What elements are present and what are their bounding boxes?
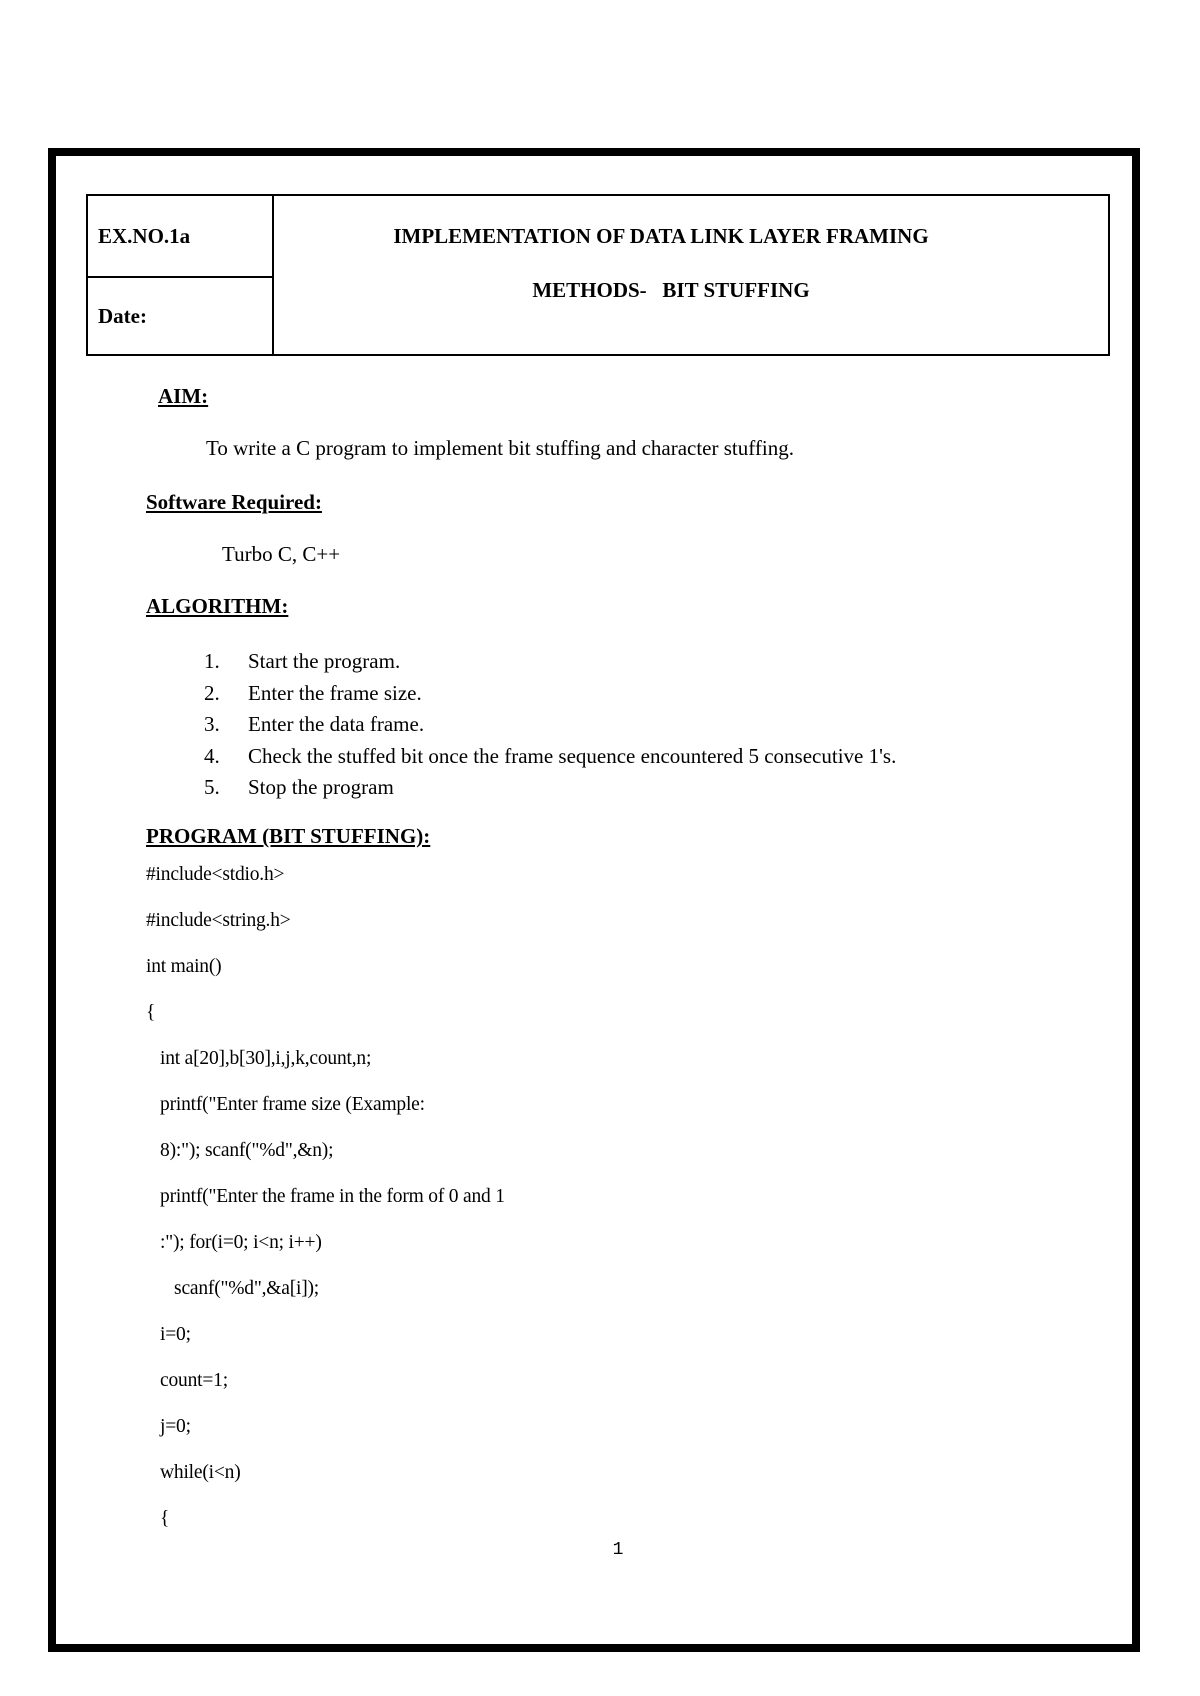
title-line-1: IMPLEMENTATION OF DATA LINK LAYER FRAMING (393, 224, 929, 248)
code-line: :"); for(i=0; i<n; i++) (146, 1232, 322, 1253)
code-line: 8):"); scanf("%d",&n); (146, 1140, 334, 1161)
exercise-number: EX.NO.1a (98, 224, 191, 248)
code-line: #include<string.h> (146, 910, 291, 931)
step-number: 4. (204, 743, 220, 768)
page-number: 1 (612, 1540, 624, 1560)
list-item (204, 646, 896, 678)
step-number: 2. (204, 680, 220, 705)
code-line: { (146, 1002, 156, 1023)
code-line: { (146, 1508, 170, 1529)
code-block (146, 852, 505, 1542)
code-line: i=0; (146, 1324, 191, 1345)
list-item (204, 678, 896, 710)
list-item (204, 709, 896, 741)
code-line: printf("Enter the frame in the form of 0 and 1 (146, 1186, 505, 1207)
header-table (86, 194, 1110, 356)
list-item (204, 772, 896, 804)
step-number: 1. (204, 649, 220, 673)
code-line: int a[20],b[30],i,j,k,count,n; (146, 1048, 372, 1069)
step-text: Enter the frame size. (248, 680, 422, 705)
code-line: int main() (146, 956, 222, 977)
algorithm-steps (204, 646, 896, 804)
header-left-cell (88, 196, 274, 354)
step-number: 3. (204, 712, 220, 736)
step-text: Start the program. (248, 649, 401, 673)
aim-heading: AIM: (158, 384, 209, 408)
date-label: Date: (98, 304, 147, 328)
code-line: while(i<n) (146, 1462, 241, 1483)
header-divider (88, 276, 272, 278)
code-line: scanf("%d",&a[i]); (146, 1278, 320, 1299)
code-line: #include<stdio.h> (146, 864, 285, 885)
code-line: j=0; (146, 1416, 191, 1437)
step-text: Stop the program (248, 775, 394, 799)
program-heading: PROGRAM (BIT STUFFING): (146, 824, 431, 848)
step-number: 5. (204, 775, 220, 799)
list-item (204, 741, 896, 773)
code-line: count=1; (146, 1370, 228, 1391)
step-text: Enter the data frame. (248, 712, 425, 736)
algorithm-heading: ALGORITHM: (146, 594, 289, 618)
title-line-2: METHODS- BIT STUFFING (532, 278, 810, 302)
step-text: Check the stuffed bit once the frame sequence encountered 5 consecutive 1's. (248, 743, 897, 768)
code-line: printf("Enter frame size (Example: (146, 1094, 425, 1115)
software-heading: Software Required: (146, 490, 322, 514)
software-text: Turbo C, C++ (222, 542, 341, 566)
aim-text: To write a C program to implement bit stuffing and character stuffing. (206, 436, 794, 460)
